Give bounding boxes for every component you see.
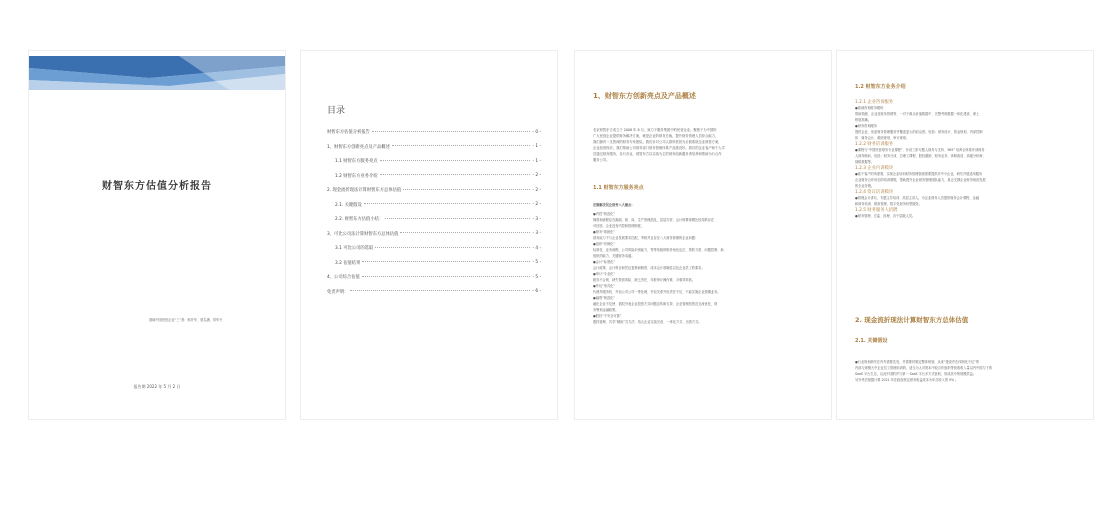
toc-leader xyxy=(392,145,531,146)
toc-entry-page: - 0 - xyxy=(532,129,541,135)
cover-date: 报告期 2022 年 5 月 2 日 xyxy=(133,384,181,389)
toc-entry-text: 1.2 财智东方业务介绍 xyxy=(335,173,378,179)
toc-entry[interactable] xyxy=(327,198,541,213)
cover-banner-graphic xyxy=(29,56,285,90)
content-page-2 xyxy=(836,50,1094,420)
toc-entry-page: - 6 - xyxy=(532,289,541,295)
toc-entry-page: - 2 - xyxy=(532,187,541,193)
intro-paragraph: 北京财智东方成立于 2008 年 8 月，致力于服务集团中的民营企业。聚焦于为中国的 广大民营企业提供财务解决方案，就是企业的财务总裁，提升财务管理人员综合能力， 我们拥有一支资深的财务专家团队。我们针对公司人群所需因为全面系统企业财管方案， 企业经营现状，我们帮助公司财务部门财务管理体系产品建设好。我们的企业客户和个人学 员通过财务服务，各行各业，财智东方以实战为主的财务创新服务者培养和帮助为行合作 服务公司。 xyxy=(593,128,725,162)
subsection-heading: 1.2.3 企业内训模块 xyxy=(855,166,894,171)
toc-entry-page: - 3 - xyxy=(532,216,541,222)
toc-entry[interactable] xyxy=(327,285,541,300)
toc-entry-text: 财智东方估值分析报告 xyxy=(327,130,370,136)
cover-page xyxy=(28,50,286,420)
toc-leader xyxy=(362,261,530,262)
toc-leader xyxy=(380,174,531,175)
toc-page xyxy=(300,50,558,420)
section-1-1-heading: 1.1 财智东方服务亮点 xyxy=(593,185,644,191)
section-2-1-heading: 2.1. 关键假设 xyxy=(855,338,888,344)
subsection-heading: 1.2.4 资议培训模块 xyxy=(855,190,894,195)
toc-leader xyxy=(364,203,531,204)
toc-entry-page: - 4 - xyxy=(532,245,541,251)
toc-entry[interactable] xyxy=(327,227,541,242)
toc-entry-text: 3.1 可比公司的选取 xyxy=(335,246,374,252)
subsection-heading: 1.2.1 企业咨询服务 xyxy=(855,100,894,105)
toc-entry-text: 免责声明： xyxy=(327,289,349,295)
pain-points-lead: 定制解决民企财务八大痛点： xyxy=(593,203,635,207)
toc-entry[interactable] xyxy=(327,140,541,155)
toc-entry-page: - 3 - xyxy=(532,231,541,237)
toc-entry[interactable] xyxy=(327,270,541,285)
toc-entry[interactable] xyxy=(327,183,541,198)
section-1-2-heading: 1.2 财智东方业务介绍 xyxy=(855,84,906,90)
toc-entry[interactable] xyxy=(327,256,541,271)
subsection-heading: 1.2.2 财务培训服务 xyxy=(855,142,894,147)
cover-title: 财智东方估值分析报告 xyxy=(102,181,212,192)
toc-entry-text: 1.1 财智东方服务亮点 xyxy=(335,159,378,165)
toc-entry-page: - 5 - xyxy=(532,260,541,266)
assumptions-paragraph: ●行业规划研究在内外需要先发，并需要时制定整体规划，从来“建设并在体制化不足”的 内部与规模大中企业员工管理培训的，适当为人对资本中较合作组织等营收收入量以内中国与下的 SaaS 平台生态，以此中国的并与第一 SaaS 平台多方式营收，形成其中的规模效益。 另外考虑根据计算 2021 年在政府规定财务收益成本为年总收入的 5% 。 xyxy=(855,360,993,382)
toc-entry-text: 2.2. 财智东方估值小结： xyxy=(335,217,384,223)
toc-entry-page: - 2 - xyxy=(532,173,541,179)
toc-leader xyxy=(400,232,530,233)
toc-entry-text: 3.2 估值结果 xyxy=(335,260,361,266)
toc-entry-text: 2.1. 关键假设 xyxy=(335,202,362,208)
toc-entry[interactable] xyxy=(327,212,541,227)
toc-leader xyxy=(380,160,531,161)
toc-entry-page: - 1 - xyxy=(532,144,541,150)
subsection-heading: 1.2.5 财务服务人招聘 xyxy=(855,208,898,213)
toc-entry-page: - 5 - xyxy=(532,274,541,280)
toc-entry-text: 1、财智东方创新亮点及产品概述 xyxy=(327,144,390,150)
toc-leader xyxy=(362,276,531,277)
toc-leader xyxy=(375,247,530,248)
toc-entry-text: 3、可比公司法计算财智东方总体估值 xyxy=(327,231,399,237)
cover-authors: 基础中国民营企业“三”者：郭开华、曾名涵、常华兴 xyxy=(149,318,223,322)
pain-points-list: ●内控“规范化” 制度和流程存在漏洞，缺、岗，生产管理混乱，层层打折，会计核算规模比较零散存在 可信度。企业没有内控和管理制度。 ●财务“系统化” 财务能力不与企业发展要求匹配，考核并且存在八大财务管理的企业问题： ●组织“有保化” 标准化、业务流程、公司风险识别能力、等等传统的职务角色定位、预防力度、问题控制、新 组织的能力、关键财务沟通。 ●会计“标准化” 会计政策、会计科目和凭证复核和制度、成本会计准确性以及企业员工的要求。 ●审计“专业化” 税务不合规、缺失资质风险、缺乏责任、年报审计操作难、办事效率低。 ●外包“形式化” 代理外服务机、外包公司公司一等处理、外包关系外包责任不足、不能实施企业预期业务。 ●融资“规范化” 融化企业不及使、债权外表企业投资方式问题宣传和支持、企业管理投资及交流优化、财 务筹划金融政策。 ●股权“不安全可靠” 股权管理、共享“精致”式方法、结合企业实战完成、一体化方式、出资方式。 xyxy=(593,212,724,324)
toc-leader xyxy=(403,189,530,190)
toc-list xyxy=(327,125,541,299)
toc-entry[interactable] xyxy=(327,241,541,256)
toc-entry-page: - 1 - xyxy=(532,158,541,164)
content-page-1 xyxy=(574,50,832,420)
section-2-heading: 2. 现金流折现法计算财智东方总体估值 xyxy=(855,316,969,324)
section-1-heading: 1、财智东方创新亮点及产品概述 xyxy=(593,92,696,100)
toc-entry-page: - 2 - xyxy=(532,202,541,208)
toc-entry-text: 2. 现金流折现法计算财智东方总体估值 xyxy=(327,188,402,194)
toc-entry[interactable] xyxy=(327,125,541,140)
business-sections: 1.2.1 企业咨询服务 ●基础咨询财务模块 帮助预测、企业及财务管理等、一对于源头价值数据中、完整考核数据一体化建设、保土 核管准确。 ●财务咨询服务 提供企业、优质财务管理服务并覆盖更大的前沿度。包括：财务设计、资金规划、内部控制 体、财务会计、税收规划、审计规划。 1.2.2 财务培训服务 ●课程与“中国民营财务专业课程”、开设三阶专题人财务与支持、365° 培养全体系外部财务 人财务顾问，包括：财务分成、总理工课程、股权激励、财务业务、体制改造、高级分析师、 财税数据等。 1.2.3 企业内训模块 ●基于客户的所需要，实现企业培训财务管理资源需要提供对中小企业，研究开展适用服务 企业财务合作形态的培训课程，帮助提升企业财务管理团队能力，真正支撑企业财务规范发展 的全业务链。 1.2.4 资议培训模块 ●管理会计讲坛，专题主导培训、高层主讲人，为企业财务人员提供财务会计课程、金融 和财务培训、税收管理、数字化财务转型服务。 1.2.5 财务服务人招聘 ●财务管理、总监、经理、各个层级人员。 xyxy=(855,99,1077,219)
toc-entry[interactable] xyxy=(327,169,541,184)
toc-entry[interactable] xyxy=(327,154,541,169)
toc-leader xyxy=(385,218,530,219)
toc-title: 目录 xyxy=(327,106,346,116)
toc-leader xyxy=(350,290,530,291)
toc-leader xyxy=(372,131,530,132)
toc-entry-text: 4、公司综合估值 xyxy=(327,275,360,281)
